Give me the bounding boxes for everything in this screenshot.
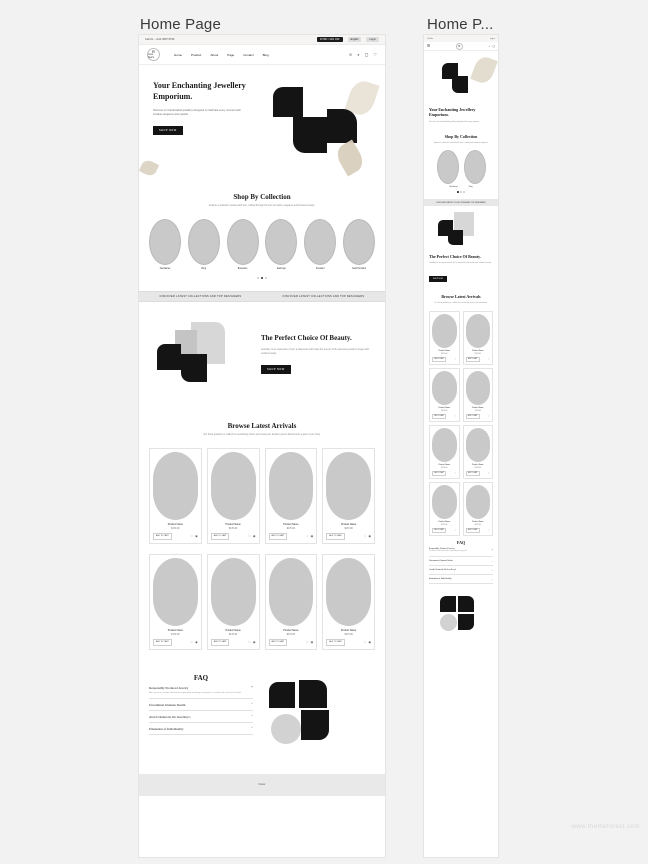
product-price: $170.00 xyxy=(228,633,238,636)
add-to-cart-button[interactable]: ADD TO CART xyxy=(432,414,446,419)
hero-subtitle: Discover our handcrafted jewellery designed to celebrate every moment with timeless elegance and sparkle. xyxy=(153,108,241,116)
product-card[interactable] xyxy=(429,368,460,422)
cart-icon[interactable]: ▢ xyxy=(492,44,495,48)
eye-icon[interactable]: ◉ xyxy=(310,640,314,645)
collection-thumb xyxy=(227,219,259,265)
product-price: $170.00 xyxy=(441,410,448,413)
product-card[interactable] xyxy=(149,448,202,544)
product-image xyxy=(326,558,371,626)
desktop-preview xyxy=(139,35,385,857)
minus-icon[interactable]: − xyxy=(491,577,493,581)
collection-thumb xyxy=(149,219,181,265)
heart-icon[interactable]: ♡ xyxy=(488,530,490,533)
collection-thumb xyxy=(265,219,297,265)
faq-shape-circle xyxy=(271,714,301,744)
product-price: $170.00 xyxy=(441,524,448,527)
list-item[interactable] xyxy=(149,219,181,270)
list-item[interactable] xyxy=(188,219,220,270)
product-card[interactable] xyxy=(322,448,375,544)
add-to-cart-button[interactable]: ADD TO CART xyxy=(269,533,288,540)
login-button[interactable]: Log in xyxy=(366,37,379,42)
add-to-cart-button[interactable]: ADD TO CART xyxy=(269,639,288,646)
faq-question: Responsibly Produced Jewelry xyxy=(149,685,189,690)
choice-shape-dark-b xyxy=(181,354,207,382)
product-name: Product Name xyxy=(283,628,299,632)
product-image xyxy=(432,371,457,405)
faq-heading: FAQ xyxy=(193,673,209,682)
faq-question: Uncommon Glamour Realm xyxy=(429,559,453,562)
choice-title: The Perfect Choice Of Beauty. xyxy=(261,333,352,342)
collection-list xyxy=(149,219,375,270)
carousel-dot-active[interactable] xyxy=(457,191,459,193)
product-card[interactable] xyxy=(463,425,494,479)
product-image xyxy=(466,485,491,519)
hero-artwork xyxy=(267,79,379,175)
choice-artwork xyxy=(149,316,253,402)
product-price: $170.00 xyxy=(474,524,481,527)
faq-artwork xyxy=(261,674,353,760)
heart-icon[interactable]: ♡ xyxy=(190,640,194,645)
list-item[interactable] xyxy=(343,219,375,270)
product-price: $170.00 xyxy=(344,633,353,636)
product-card[interactable] xyxy=(429,311,460,365)
add-to-cart-button[interactable]: ADD TO CART xyxy=(432,528,446,533)
mobile-collection-label: Necklaces xyxy=(449,186,458,189)
page-title-mobile: Home P... xyxy=(427,16,494,33)
product-name: Product Name xyxy=(438,407,450,410)
heart-icon[interactable]: ♡ xyxy=(454,359,457,362)
sprig-decoration-icon xyxy=(139,158,159,177)
product-name: Product Name xyxy=(472,350,484,353)
product-name: Product Name xyxy=(167,522,184,526)
product-image xyxy=(432,485,457,519)
perfect-choice-section xyxy=(139,302,385,412)
product-image xyxy=(466,428,491,462)
heart-icon[interactable]: ♡ xyxy=(373,51,377,57)
mobile-collection-thumb[interactable] xyxy=(437,150,459,184)
faq-item-1[interactable] xyxy=(149,682,253,700)
carousel-dot[interactable] xyxy=(460,191,462,193)
product-card[interactable] xyxy=(265,448,318,544)
arrivals-subheading: Our finest jewellery is crafted for everlasting charm and movement. Explore pieces that become a part of your story. xyxy=(203,433,321,436)
add-to-cart-button[interactable]: ADD TO CART xyxy=(432,471,446,476)
mobile-choice-text xyxy=(424,250,498,290)
eye-icon[interactable]: ◉ xyxy=(252,640,256,645)
product-grid-row-1 xyxy=(149,448,375,544)
list-item[interactable] xyxy=(227,219,259,270)
faq-shape-b xyxy=(299,680,327,708)
add-to-cart-button[interactable]: ADD TO CART xyxy=(466,414,480,419)
product-image xyxy=(466,371,491,405)
collection-heading: Shop By Collection xyxy=(233,193,291,201)
minus-icon[interactable]: − xyxy=(250,726,253,731)
collection-thumb xyxy=(343,219,375,265)
product-name: Product Name xyxy=(340,522,357,526)
product-image xyxy=(211,558,256,626)
eye-icon[interactable]: ◉ xyxy=(252,534,256,539)
mobile-login-button[interactable]: Log in xyxy=(489,37,495,40)
mobile-preview xyxy=(424,35,498,857)
choice-body: Jewellery is an expression of self, a statement craft made the true art of the premium jewellery ranges with endless beauty. xyxy=(261,348,370,355)
mobile-product-grid xyxy=(424,311,498,536)
product-image xyxy=(153,558,198,626)
eye-icon[interactable]: ◉ xyxy=(368,640,371,645)
mobile-brand-logo[interactable]: R xyxy=(456,43,463,50)
mobile-hero-text xyxy=(424,103,498,130)
hero-shape-top-left xyxy=(273,87,303,117)
product-image xyxy=(153,452,198,520)
product-price: $170.00 xyxy=(344,527,353,530)
product-price: $170.00 xyxy=(171,633,180,636)
product-name: Product Name xyxy=(225,522,241,526)
mobile-collection-thumb[interactable] xyxy=(464,150,486,184)
product-card[interactable] xyxy=(149,554,202,650)
list-item[interactable] xyxy=(304,219,336,270)
main-navbar xyxy=(139,45,385,65)
mobile-announcement-bar xyxy=(424,35,498,42)
brand-name: Glow Spark xyxy=(148,54,155,59)
minus-icon[interactable]: − xyxy=(250,714,253,719)
faq-question: Emanation of Individuality xyxy=(149,727,184,732)
eye-icon[interactable]: ◉ xyxy=(368,534,371,539)
product-name: Product Name xyxy=(438,521,450,524)
hero-section xyxy=(139,65,385,183)
add-to-cart-button[interactable]: ADD TO CART xyxy=(211,533,230,540)
add-to-cart-button[interactable]: ADD TO CART xyxy=(466,471,480,476)
collection-label: Bracelets xyxy=(237,267,248,270)
hamburger-menu-icon[interactable]: ☰ xyxy=(427,44,431,48)
faq-question: Avoid Chemicals On Jewellery's xyxy=(149,715,191,720)
heart-icon[interactable]: ♡ xyxy=(248,640,251,645)
collection-label: Earrings xyxy=(277,267,286,270)
mobile-arrivals-subheading: Our finest jewellery is crafted for everlasting charm and movement. xyxy=(434,301,488,304)
add-to-cart-button[interactable]: ADD TO CART xyxy=(466,357,480,362)
arrivals-section xyxy=(139,412,385,662)
page-title-desktop: Home Page xyxy=(140,16,222,33)
arrivals-heading: Browse Latest Arrivals xyxy=(227,421,297,430)
product-name: Product Name xyxy=(438,350,450,353)
carousel-dot-active[interactable] xyxy=(261,277,263,279)
mobile-choice-title: The Perfect Choice Of Beauty. xyxy=(429,254,481,260)
faq-answer: We source stones and metals responsibly for every piece. xyxy=(429,551,468,552)
marquee-strip xyxy=(139,291,385,302)
product-name: Product Name xyxy=(472,464,484,467)
leaf-decoration-2-icon xyxy=(333,140,367,177)
heart-icon[interactable]: ♡ xyxy=(248,534,251,539)
offer-badge[interactable]: INTRO / 10% OFF xyxy=(317,37,343,42)
product-image xyxy=(432,428,457,462)
choice-shop-now-button[interactable]: SHOP NOW xyxy=(261,365,291,374)
collection-thumb xyxy=(304,219,336,265)
collection-label: Pendant xyxy=(315,267,325,270)
collection-section xyxy=(139,183,385,291)
product-card[interactable] xyxy=(429,425,460,479)
product-price: $170.00 xyxy=(171,527,180,530)
mobile-faq-artwork xyxy=(424,590,498,636)
add-to-cart-button[interactable]: ADD TO CART xyxy=(466,528,480,533)
faq-item-3[interactable] xyxy=(149,711,253,723)
mobile-choice-body: Jewellery is an expression of self, a statement craft made with endless beauty. xyxy=(429,262,492,265)
mobile-hero-artwork xyxy=(424,51,498,103)
mobile-faq-shape-a xyxy=(440,596,456,612)
product-image xyxy=(326,452,371,520)
collection-label: Ring xyxy=(201,267,207,270)
minus-icon[interactable]: − xyxy=(491,559,493,563)
product-image xyxy=(269,558,314,626)
carousel-dot[interactable] xyxy=(463,191,465,193)
nav-links xyxy=(174,53,269,57)
product-name: Product Name xyxy=(472,407,484,410)
collection-subheading: Explore a collection curated with love, crafted through the lens of modern elegance and timeless beauty. xyxy=(209,205,315,207)
mobile-collection-subheading: Explore a collection curated with love, crafted with modern elegance. xyxy=(433,142,489,145)
mobile-navbar xyxy=(424,42,498,51)
faq-item-2[interactable] xyxy=(149,699,253,711)
product-image xyxy=(466,314,491,348)
list-item[interactable] xyxy=(265,219,297,270)
faq-item-1[interactable] xyxy=(429,546,493,558)
product-price: $170.00 xyxy=(441,353,448,356)
nav-item-about[interactable]: About xyxy=(210,52,219,57)
product-name: Product Name xyxy=(225,628,241,632)
search-icon[interactable]: ⌕ xyxy=(357,51,360,57)
carousel-dot[interactable] xyxy=(265,277,267,279)
eye-icon[interactable]: ◉ xyxy=(195,640,198,645)
heart-icon[interactable]: ♡ xyxy=(305,640,309,645)
product-price: $170.00 xyxy=(228,527,238,530)
mobile-hero-shape-b xyxy=(452,76,468,93)
hero-shop-now-button[interactable]: SHOP NOW xyxy=(153,126,183,135)
product-image xyxy=(211,452,256,520)
marquee-text: DISCOVER LATEST COLLECTIONS AND TOP DESIGNERS xyxy=(159,294,242,298)
product-grid-row-2 xyxy=(149,554,375,650)
hero-shape-bottom-right xyxy=(327,109,357,143)
leaf-decoration-icon xyxy=(470,54,498,85)
add-to-cart-button[interactable]: ADD TO CART xyxy=(326,533,345,540)
product-name: Product Name xyxy=(438,464,450,467)
mobile-collection-heading: Shop By Collection xyxy=(444,133,478,139)
contact-text: Call Us : +123 4567 8790 xyxy=(145,38,175,41)
product-card[interactable] xyxy=(207,448,260,544)
add-to-cart-button[interactable]: ADD TO CART xyxy=(326,639,345,646)
add-to-cart-button[interactable]: ADD TO CART xyxy=(153,639,172,646)
heart-icon[interactable]: ♡ xyxy=(363,534,367,539)
product-price: $170.00 xyxy=(474,467,481,470)
announcement-bar xyxy=(139,35,385,45)
mobile-collection-label: Ring xyxy=(468,186,473,189)
minus-icon[interactable]: − xyxy=(250,702,253,707)
product-price: $170.00 xyxy=(474,353,481,356)
product-name: Product Name xyxy=(283,522,299,526)
faq-shape-a xyxy=(269,682,295,708)
product-image xyxy=(432,314,457,348)
mobile-shop-now-button[interactable]: SHOP NOW xyxy=(429,276,447,282)
mobile-faq-shape-b xyxy=(458,596,474,612)
mobile-faq-section xyxy=(424,536,498,590)
carousel-dot[interactable] xyxy=(257,277,259,279)
product-card[interactable] xyxy=(322,554,375,650)
product-price: $170.00 xyxy=(441,467,448,470)
nav-item-product[interactable]: Product xyxy=(191,52,202,57)
product-price: $170.00 xyxy=(286,633,296,636)
hero-shape-bottom-left xyxy=(293,117,327,153)
collection-label: Necklaces xyxy=(159,267,171,270)
minus-icon[interactable]: − xyxy=(491,568,493,572)
choice-shape-dark-a xyxy=(157,344,181,370)
add-to-cart-button[interactable]: ADD TO CART xyxy=(153,533,172,540)
hero-title: Your Enchanting Jewellery Emporium. xyxy=(153,81,246,101)
add-to-cart-button[interactable]: ADD TO CART xyxy=(432,357,446,362)
product-price: $170.00 xyxy=(286,527,296,530)
product-card[interactable] xyxy=(463,311,494,365)
nav-item-blog[interactable]: Blog xyxy=(262,52,269,57)
mobile-choice-shape-b xyxy=(448,230,463,245)
heart-icon[interactable]: ♡ xyxy=(454,473,457,476)
faq-item-3[interactable] xyxy=(429,566,493,575)
footer: Footer xyxy=(139,774,385,796)
plus-icon[interactable]: + xyxy=(250,684,253,689)
search-icon[interactable]: ⌕ xyxy=(488,44,491,48)
eye-icon[interactable]: ◉ xyxy=(195,534,198,539)
mobile-nav-icons xyxy=(489,44,495,48)
heart-icon[interactable]: ♡ xyxy=(190,534,194,539)
product-price: $170.00 xyxy=(474,410,481,413)
eye-icon[interactable]: ◉ xyxy=(310,534,314,539)
mobile-faq-heading: FAQ xyxy=(456,540,466,546)
heart-icon[interactable]: ♡ xyxy=(305,534,309,539)
faq-item-4[interactable] xyxy=(149,723,253,735)
collection-thumb xyxy=(188,219,220,265)
product-name: Product Name xyxy=(472,521,484,524)
heart-icon[interactable]: ♡ xyxy=(454,530,457,533)
product-card[interactable] xyxy=(265,554,318,650)
heart-icon[interactable]: ♡ xyxy=(488,473,490,476)
marquee-text-2: DISCOVER LATEST COLLECTIONS AND TOP DESIGNERS xyxy=(282,294,365,298)
faq-question: Emanation of Individuality xyxy=(429,577,452,580)
mobile-hero-subtitle: Discover our handcrafted jewellery designed for every moment. xyxy=(429,120,480,123)
faq-item-2[interactable] xyxy=(429,557,493,566)
mobile-hero-title: Your Enchanting Jewellery Emporium. xyxy=(429,107,476,118)
faq-question: Responsibly Produced Jewelry xyxy=(429,548,455,550)
heart-icon[interactable]: ♡ xyxy=(454,416,457,419)
faq-question: Avoid Chemicals On Jewellery's xyxy=(429,568,457,571)
faq-item-4[interactable] xyxy=(429,575,493,584)
product-image xyxy=(269,452,314,520)
watermark: www.themeforest.com xyxy=(571,824,640,830)
brand-logo[interactable] xyxy=(147,48,160,61)
nav-item-page[interactable]: Page xyxy=(227,52,235,57)
heart-icon[interactable]: ♡ xyxy=(488,359,490,362)
product-name: Product Name xyxy=(340,628,357,632)
carousel-dots xyxy=(149,277,375,279)
faq-question: Uncommon Glamour Realm xyxy=(149,703,186,708)
mobile-marquee-strip: DISCOVER LATEST COLLECTIONS AND TOP DESIGNERS xyxy=(424,199,498,206)
product-name: Product Name xyxy=(167,628,184,632)
mobile-choice-artwork xyxy=(424,206,498,250)
mobile-carousel-dots xyxy=(429,191,493,193)
product-card[interactable] xyxy=(463,482,494,536)
product-card[interactable] xyxy=(463,368,494,422)
plus-icon[interactable]: + xyxy=(491,548,493,551)
mobile-contact-text: Call Us xyxy=(427,37,434,40)
faq-answer: We source our stones and metals responsibly, ensuring every piece is crafted with care for the earth. xyxy=(149,691,242,694)
brand-mark: R xyxy=(152,48,155,54)
faq-shape-c xyxy=(301,710,329,740)
user-icon[interactable]: ☉ xyxy=(348,51,353,57)
mobile-faq-shape-circle xyxy=(440,614,457,631)
nav-icons xyxy=(349,53,377,57)
heart-icon[interactable]: ♡ xyxy=(363,640,367,645)
mobile-arrivals-head xyxy=(424,290,498,312)
nav-item-contact[interactable]: Contact xyxy=(243,52,254,57)
collection-label: Gold Pendant xyxy=(351,267,367,270)
cart-icon[interactable]: ▢ xyxy=(364,51,369,57)
add-to-cart-button[interactable]: ADD TO CART xyxy=(211,639,230,646)
heart-icon[interactable]: ♡ xyxy=(488,416,490,419)
mobile-faq-shape-c xyxy=(458,614,474,630)
mobile-arrivals-heading: Browse Latest Arrivals xyxy=(441,293,481,299)
nav-item-home[interactable]: Home xyxy=(174,52,183,57)
product-card[interactable] xyxy=(429,482,460,536)
faq-section xyxy=(139,662,385,774)
mobile-collection-section xyxy=(424,130,498,199)
language-selector[interactable]: English xyxy=(348,37,362,42)
product-card[interactable] xyxy=(207,554,260,650)
